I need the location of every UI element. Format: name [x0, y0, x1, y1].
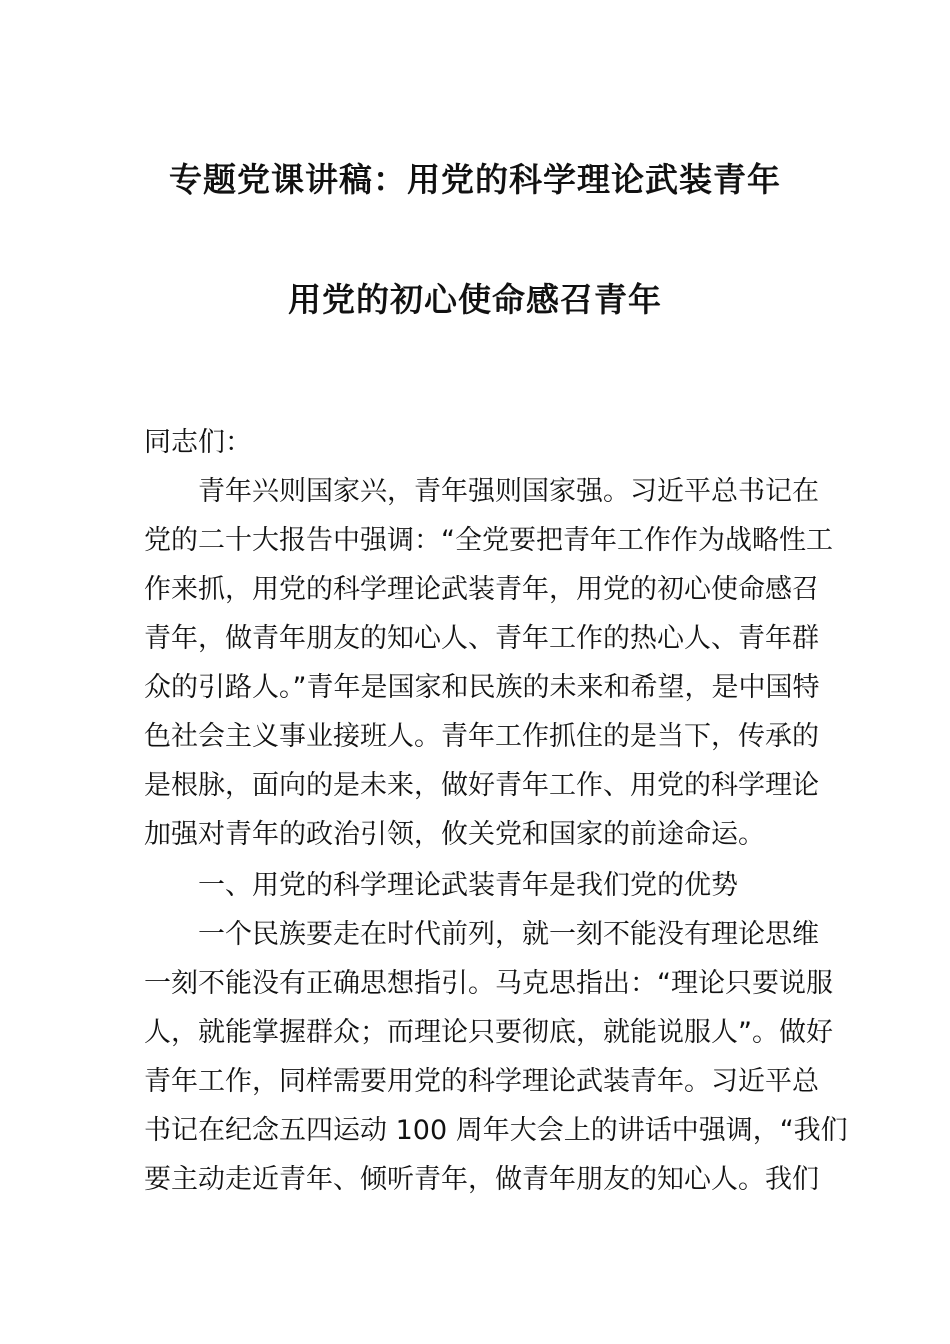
- paragraph-1-line: 众的引路人。”青年是国家和民族的未来和希望，是中国特: [144, 672, 820, 703]
- paragraph-2-line: 青年工作，同样需要用党的科学理论武装青年。习近平总: [144, 1066, 819, 1097]
- paragraph-1-line: 青年兴则国家兴，青年强则国家强。习近平总书记在: [198, 476, 819, 507]
- paragraph-1-line: 党的二十大报告中强调：“全党要把青年工作作为战略性工: [144, 525, 833, 556]
- document-title-line-2: 用党的初心使命感召青年: [288, 280, 662, 319]
- paragraph-1-line: 是根脉，面向的是未来，做好青年工作、用党的科学理论: [144, 770, 819, 801]
- paragraph-1-line: 加强对青年的政治引领，攸关党和国家的前途命运。: [144, 819, 765, 850]
- paragraph-1-line: 青年，做青年朋友的知心人、青年工作的热心人、青年群: [144, 623, 819, 654]
- paragraph-2-line: 人，就能掌握群众；而理论只要彻底，就能说服人”。做好: [144, 1017, 833, 1048]
- paragraph-2: [144, 910, 848, 1204]
- section-heading-1: [144, 861, 808, 910]
- section-heading-1-text: 一、用党的科学理论武装青年是我们党的优势: [198, 870, 738, 901]
- paragraph-2-line: 要主动走近青年、倾听青年，做青年朋友的知心人。我们: [144, 1164, 819, 1195]
- paragraph-1: [144, 467, 833, 859]
- document-title-line-1: 专题党课讲稿：用党的科学理论武装青年: [169, 160, 781, 199]
- paragraph-2-line: 一个民族要走在时代前列，就一刻不能没有理论思维: [198, 919, 819, 950]
- greeting: 同志们：: [144, 427, 252, 458]
- paragraph-1-line: 色社会主义事业接班人。青年工作抓住的是当下，传承的: [144, 721, 819, 752]
- paragraph-2-line: 一刻不能没有正确思想指引。马克思指出：“理论只要说服: [144, 968, 833, 999]
- paragraph-1-line: 作来抓，用党的科学理论武装青年，用党的初心使命感召: [144, 574, 819, 605]
- paragraph-2-line: 书记在纪念五四运动 100 周年大会上的讲话中强调，“我们: [144, 1115, 848, 1146]
